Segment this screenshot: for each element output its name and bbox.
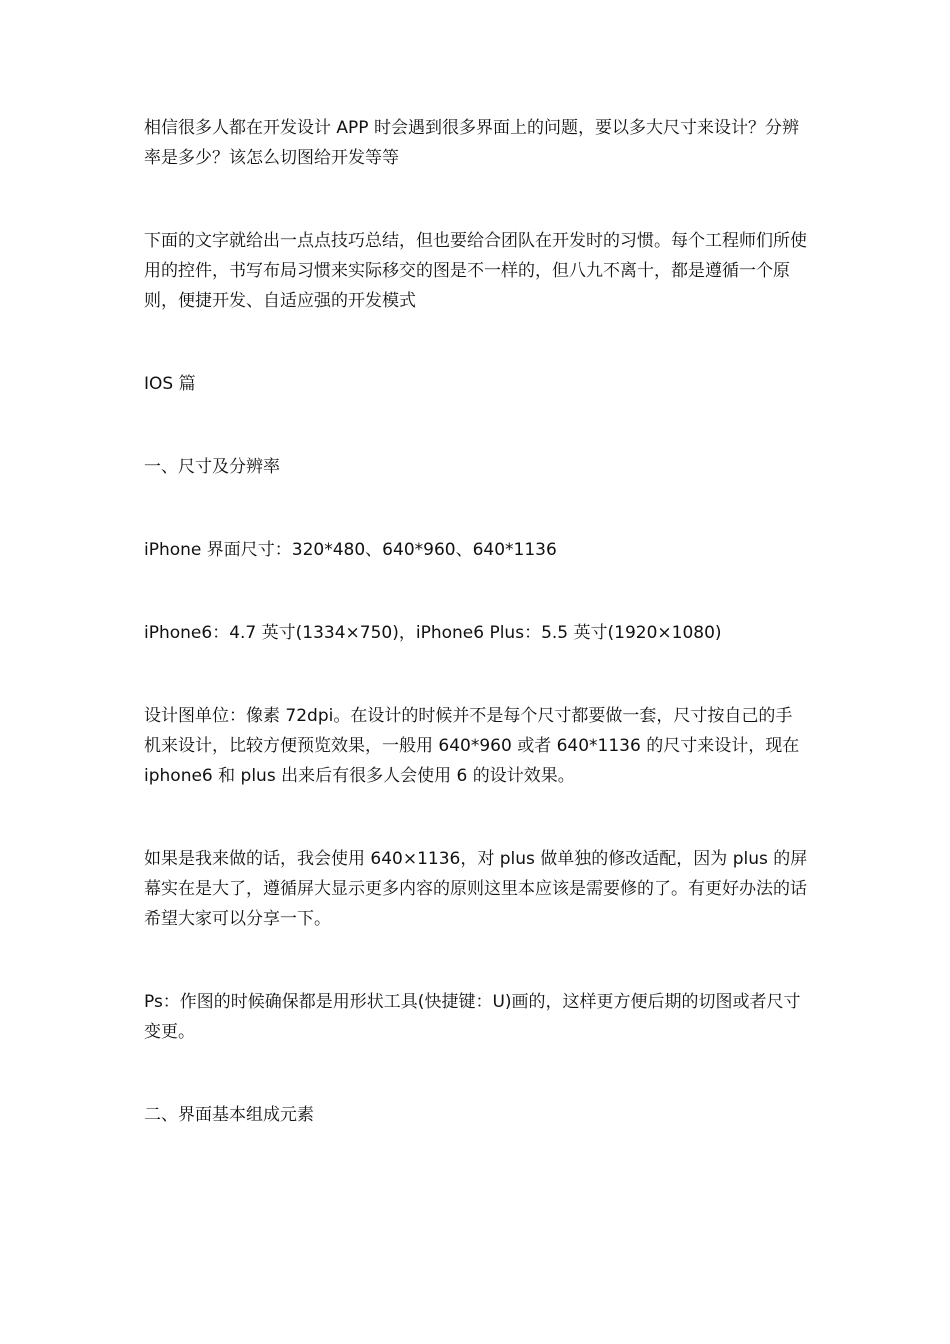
ps-note-paragraph: Ps：作图的时候确保都是用形状工具(快捷键：U)画的，这样更方便后期的切图或者尺寸变更。: [144, 992, 801, 1042]
intro-paragraph: 相信很多人都在开发设计 APP 时会遇到很多界面上的问题，要以多大尺寸来设计？分辨率是多少？该怎么切图给开发等等: [144, 118, 799, 168]
tips-paragraph: 下面的文字就给出一点点技巧总结，但也要给合团队在开发时的习惯。每个工程师们所使用的控件，书写布局习惯来实际移交的图是不一样的，但八九不离十，都是遵循一个原则，便捷开发、自适应强的开发模式: [144, 231, 807, 311]
document-body: [144, 113, 808, 1183]
adaptation-paragraph: 如果是我来做的话，我会使用 640×1136，对 plus 做单独的修改适配，因为 plus 的屏幕实在是大了，遵循屏大显示更多内容的原则这里本应该是需要修的了。有更好办法的话希望大家可以分享一下。: [144, 849, 808, 929]
section-heading-size-resolution: 一、尺寸及分辨率: [144, 457, 280, 477]
section-title-ios: IOS 篇: [144, 374, 196, 394]
iphone-sizes-paragraph: iPhone 界面尺寸：320*480、640*960、640*1136: [144, 540, 557, 560]
section-heading-ui-elements: 二、界面基本组成元素: [144, 1105, 314, 1125]
iphone6-sizes-paragraph: iPhone6：4.7 英寸(1334×750)，iPhone6 Plus：5.5 英寸(1920×1080): [144, 623, 722, 643]
design-unit-paragraph: 设计图单位：像素 72dpi。在设计的时候并不是每个尺寸都要做一套，尺寸按自己的手机来设计，比较方便预览效果，一般用 640*960 或者 640*1136 的尺寸来设计，现在 iphone6 和 plus 出来后有很多人会使用 6 的设计效果。: [144, 706, 800, 786]
